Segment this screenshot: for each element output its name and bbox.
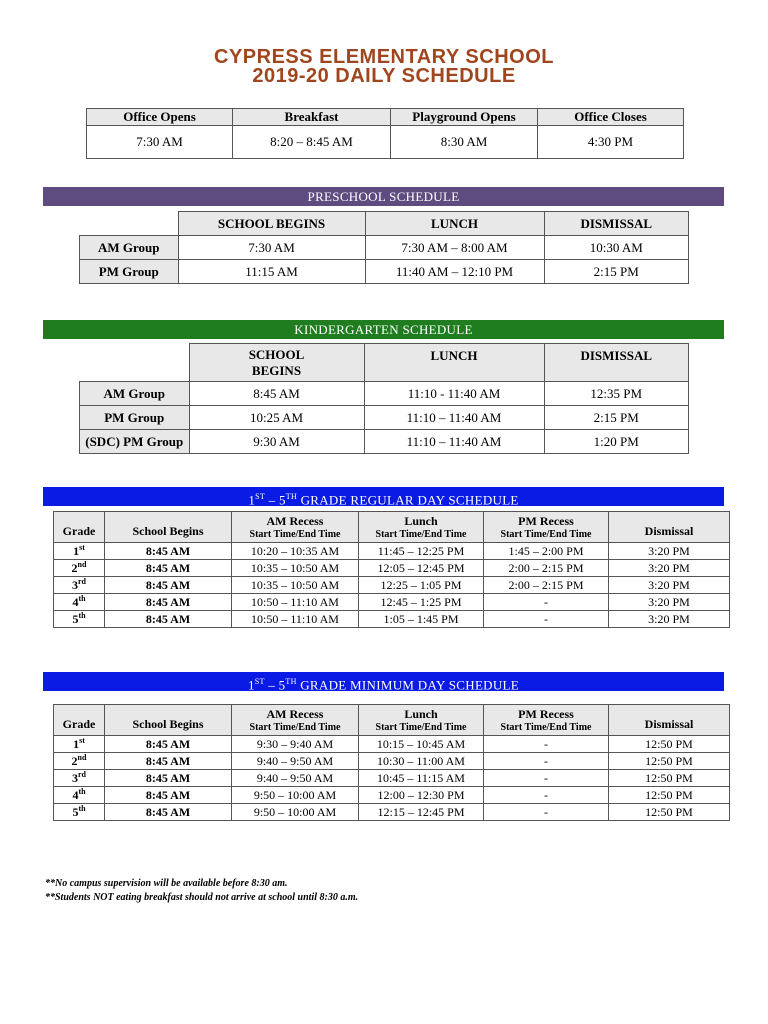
regular-day-bar	[43, 487, 724, 506]
cell: 10:25 AM	[189, 406, 364, 430]
grade-ord: rd	[78, 770, 86, 779]
cell: 3:20 PM	[609, 577, 730, 594]
cell: 11:45 – 12:25 PM	[359, 543, 484, 560]
grade-cell	[54, 560, 105, 577]
grade-num: 3	[72, 578, 78, 592]
breakfast-note: **Students NOT eating breakfast should not arrive at school until 8:30 a.m.	[45, 892, 359, 903]
bar-sup: ST	[255, 492, 266, 501]
bar-text: 1	[247, 677, 255, 693]
bar-sup: TH	[285, 492, 298, 501]
cell: 7:30 AM	[178, 236, 365, 260]
grade-cell	[54, 594, 105, 611]
kinder-header-begins	[189, 344, 364, 382]
bar-text: GRADE MINIMUM DAY SCHEDULE	[296, 677, 520, 693]
grade-cell	[54, 611, 105, 628]
grade-ord: nd	[77, 753, 87, 762]
cell: -	[484, 753, 609, 770]
cell: 11:10 - 11:40 AM	[364, 382, 544, 406]
cell: 7:30 AM – 8:00 AM	[365, 236, 544, 260]
cell: 8:45 AM	[105, 611, 232, 628]
header-line: SCHOOL	[248, 346, 305, 362]
cell: 12:35 PM	[544, 382, 689, 406]
grade-cell	[54, 753, 105, 770]
header-sub: Start Time/End Time	[249, 529, 341, 540]
supervision-note: **No campus supervision will be available before 8:30 am.	[45, 878, 288, 889]
cell: 11:40 AM – 12:10 PM	[365, 260, 544, 284]
cell: -	[484, 787, 609, 804]
header-am-recess	[232, 512, 359, 543]
empty-cell	[80, 344, 190, 382]
office-hours-table	[86, 108, 684, 159]
cell: 9:30 – 9:40 AM	[232, 736, 359, 753]
cell: 3:20 PM	[609, 560, 730, 577]
office-value: 7:30 AM	[87, 126, 233, 159]
cell: 8:45 AM	[105, 543, 232, 560]
header-sub: Start Time/End Time	[500, 722, 592, 733]
header-line: BEGINS	[251, 362, 302, 378]
grade-num: 2	[71, 561, 78, 575]
cell: 12:50 PM	[609, 787, 730, 804]
header-lunch	[359, 705, 484, 736]
cell: 1:45 – 2:00 PM	[484, 543, 609, 560]
cell: -	[484, 736, 609, 753]
grade-cell	[54, 804, 105, 821]
cell: -	[484, 611, 609, 628]
empty-cell	[80, 212, 179, 236]
cell: 8:45 AM	[105, 804, 232, 821]
cell: 8:45 AM	[105, 560, 232, 577]
grade-num: 4	[72, 788, 79, 802]
cell: 9:50 – 10:00 AM	[232, 787, 359, 804]
preschool-table	[79, 211, 689, 284]
row-label: AM Group	[80, 382, 190, 406]
cell: 8:45 AM	[105, 594, 232, 611]
minimum-day-table	[53, 704, 730, 821]
office-header: Office Opens	[87, 109, 233, 126]
cell: 9:40 – 9:50 AM	[232, 770, 359, 787]
cell: 12:50 PM	[609, 804, 730, 821]
cell: 12:25 – 1:05 PM	[359, 577, 484, 594]
cell: 2:15 PM	[544, 260, 689, 284]
cell: 8:45 AM	[105, 770, 232, 787]
cell: 10:15 – 10:45 AM	[359, 736, 484, 753]
grade-ord: th	[78, 804, 86, 813]
cell: 8:45 AM	[105, 736, 232, 753]
cell: 9:30 AM	[189, 430, 364, 454]
cell: 2:00 – 2:15 PM	[484, 577, 609, 594]
cell: 1:20 PM	[544, 430, 689, 454]
header-sub: Start Time/End Time	[249, 722, 341, 733]
cell: 8:45 AM	[105, 577, 232, 594]
cell: 3:20 PM	[609, 594, 730, 611]
office-header: Playground Opens	[391, 109, 538, 126]
cell: 2:00 – 2:15 PM	[484, 560, 609, 577]
row-label: PM Group	[80, 260, 179, 284]
cell: -	[484, 770, 609, 787]
preschool-bar: PRESCHOOL SCHEDULE	[43, 187, 724, 206]
preschool-header: LUNCH	[365, 212, 544, 236]
kindergarten-bar: KINDERGARTEN SCHEDULE	[43, 320, 724, 339]
cell: 10:35 – 10:50 AM	[232, 560, 359, 577]
cell: 12:05 – 12:45 PM	[359, 560, 484, 577]
regular-day-table	[53, 511, 730, 628]
grade-num: 5	[72, 612, 79, 626]
bar-sup: ST	[254, 677, 265, 686]
cell: 12:15 – 12:45 PM	[359, 804, 484, 821]
cell: 3:20 PM	[609, 543, 730, 560]
header-dismissal: Dismissal	[609, 512, 730, 543]
grade-cell	[54, 577, 105, 594]
kinder-header: DISMISSAL	[544, 344, 689, 382]
grade-num: 1	[73, 737, 80, 751]
cell: 8:45 AM	[105, 753, 232, 770]
grade-num: 5	[72, 805, 79, 819]
preschool-header: SCHOOL BEGINS	[178, 212, 365, 236]
header-line: Lunch	[404, 514, 438, 528]
grade-ord: st	[79, 736, 85, 745]
cell: 2:15 PM	[544, 406, 689, 430]
school-title: CYPRESS ELEMENTARY SCHOOL	[214, 46, 554, 68]
grade-num: 2	[71, 754, 78, 768]
cell: 9:50 – 10:00 AM	[232, 804, 359, 821]
bar-sup: TH	[285, 677, 297, 686]
header-line: AM Recess	[266, 707, 324, 721]
header-dismissal: Dismissal	[609, 705, 730, 736]
header-sub: Start Time/End Time	[500, 529, 592, 540]
bar-text: – 5	[265, 492, 286, 508]
grade-ord: nd	[77, 560, 87, 569]
grade-ord: rd	[78, 577, 86, 586]
grade-cell	[54, 770, 105, 787]
cell: 12:50 PM	[609, 770, 730, 787]
header-begins: School Begins	[105, 705, 232, 736]
office-header: Breakfast	[233, 109, 391, 126]
header-line: PM Recess	[518, 707, 574, 721]
kinder-header: LUNCH	[364, 344, 544, 382]
cell: 12:50 PM	[609, 736, 730, 753]
header-lunch	[359, 512, 484, 543]
cell: 10:30 – 11:00 AM	[359, 753, 484, 770]
header-sub: Start Time/End Time	[375, 529, 467, 540]
header-line: Lunch	[404, 707, 438, 721]
minimum-day-bar	[43, 672, 724, 691]
cell: -	[484, 594, 609, 611]
grade-ord: th	[78, 787, 86, 796]
grade-ord: st	[79, 543, 85, 552]
grade-num: 3	[72, 771, 78, 785]
header-pm-recess	[484, 512, 609, 543]
header-sub: Start Time/End Time	[375, 722, 467, 733]
cell: 11:10 – 11:40 AM	[364, 430, 544, 454]
header-grade: Grade	[54, 512, 105, 543]
header-line: AM Recess	[266, 514, 324, 528]
cell: 8:45 AM	[105, 787, 232, 804]
kindergarten-table	[79, 343, 689, 454]
grade-num: 1	[73, 544, 80, 558]
office-value: 4:30 PM	[538, 126, 684, 159]
row-label: AM Group	[80, 236, 179, 260]
grade-num: 4	[72, 595, 79, 609]
header-pm-recess	[484, 705, 609, 736]
header-am-recess	[232, 705, 359, 736]
office-value: 8:20 – 8:45 AM	[233, 126, 391, 159]
header-grade: Grade	[54, 705, 105, 736]
schedule-title: 2019-20 DAILY SCHEDULE	[252, 65, 516, 87]
cell: 11:10 – 11:40 AM	[364, 406, 544, 430]
cell: 10:20 – 10:35 AM	[232, 543, 359, 560]
cell: 10:50 – 11:10 AM	[232, 611, 359, 628]
preschool-header: DISMISSAL	[544, 212, 689, 236]
header-line: PM Recess	[518, 514, 574, 528]
bar-text: 1	[248, 492, 256, 508]
row-label: PM Group	[80, 406, 190, 430]
office-value: 8:30 AM	[391, 126, 538, 159]
grade-ord: th	[78, 611, 86, 620]
bar-text: GRADE REGULAR DAY SCHEDULE	[297, 492, 519, 508]
cell: 12:00 – 12:30 PM	[359, 787, 484, 804]
cell: 10:45 – 11:15 AM	[359, 770, 484, 787]
cell: 3:20 PM	[609, 611, 730, 628]
cell: 8:45 AM	[189, 382, 364, 406]
cell: 10:30 AM	[544, 236, 689, 260]
cell: 12:45 – 1:25 PM	[359, 594, 484, 611]
bar-text: – 5	[264, 677, 286, 693]
cell: -	[484, 804, 609, 821]
cell: 1:05 – 1:45 PM	[359, 611, 484, 628]
cell: 12:50 PM	[609, 753, 730, 770]
cell: 10:35 – 10:50 AM	[232, 577, 359, 594]
grade-ord: th	[78, 594, 86, 603]
cell: 11:15 AM	[178, 260, 365, 284]
grade-cell	[54, 787, 105, 804]
row-label: (SDC) PM Group	[80, 430, 190, 454]
cell: 9:40 – 9:50 AM	[232, 753, 359, 770]
grade-cell	[54, 736, 105, 753]
header-begins: School Begins	[105, 512, 232, 543]
grade-cell	[54, 543, 105, 560]
cell: 10:50 – 11:10 AM	[232, 594, 359, 611]
office-header: Office Closes	[538, 109, 684, 126]
